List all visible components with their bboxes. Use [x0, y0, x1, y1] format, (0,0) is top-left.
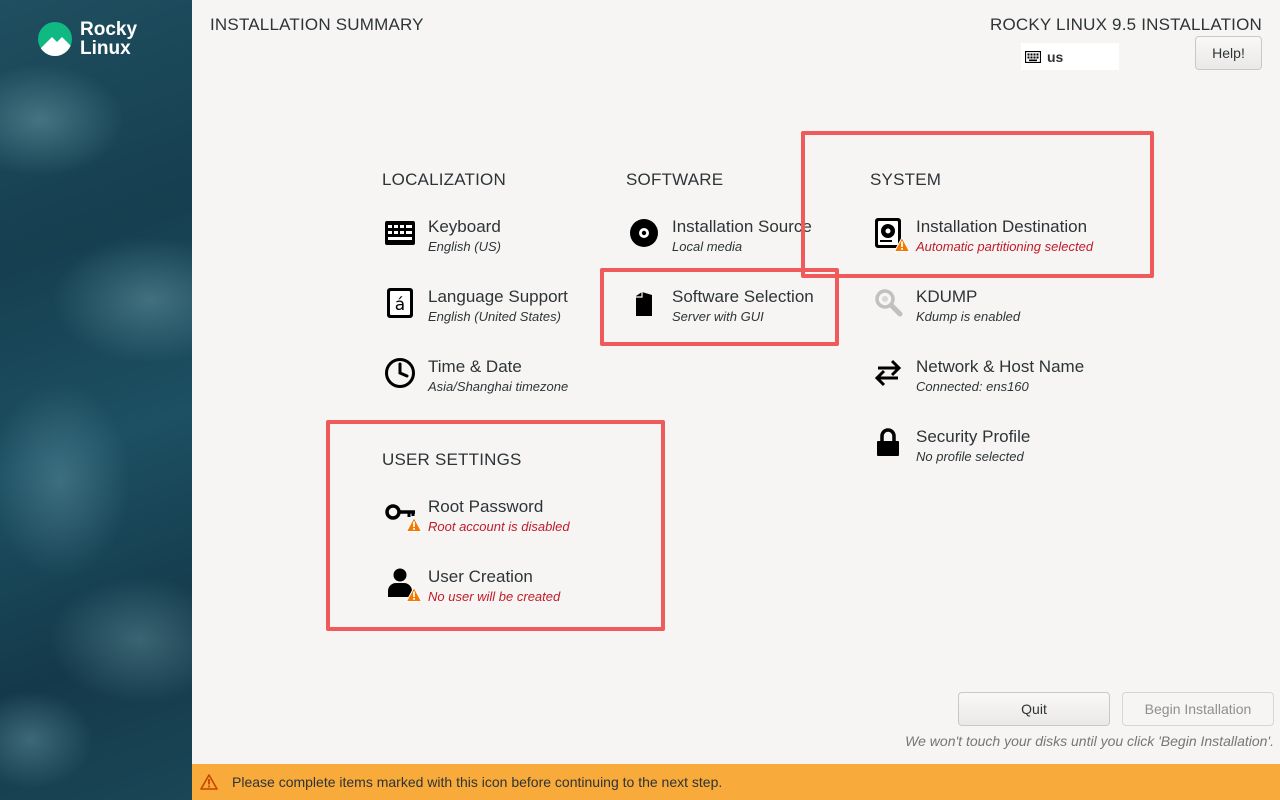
page-title: INSTALLATION SUMMARY — [210, 15, 424, 34]
lock-icon — [872, 427, 906, 461]
disk-notice: We won't touch your disks until you click 'Begin Installation'. — [905, 733, 1274, 749]
magnifier-icon — [872, 287, 906, 321]
disc-icon — [628, 217, 662, 251]
security-profile-spoke[interactable] — [872, 426, 1030, 466]
language-support-title: Language Support — [428, 287, 568, 306]
installation-source-status: Local media — [672, 239, 743, 254]
rocky-linux-logo — [38, 20, 137, 58]
warning-icon — [406, 517, 422, 532]
software-selection-spoke[interactable] — [628, 286, 814, 326]
keyboard-spoke[interactable] — [384, 216, 501, 256]
keyboard-title: Keyboard — [428, 217, 501, 236]
kdump-spoke[interactable] — [872, 286, 1020, 326]
security-profile-status: No profile selected — [916, 449, 1024, 464]
installation-destination-status: Automatic partitioning selected — [916, 239, 1094, 254]
installation-source-spoke[interactable] — [628, 216, 812, 256]
installation-destination-title: Installation Destination — [916, 217, 1088, 236]
localization-heading: LOCALIZATION — [382, 170, 506, 189]
time-date-spoke[interactable] — [384, 356, 568, 396]
security-profile-title: Security Profile — [916, 427, 1031, 446]
product-title: ROCKY LINUX 9.5 INSTALLATION — [989, 15, 1262, 34]
keyboard-status: English (US) — [428, 239, 501, 254]
begin-installation-button[interactable]: Begin Installation — [1122, 692, 1274, 726]
keyboard-icon — [384, 217, 418, 251]
clock-icon — [384, 357, 418, 391]
installation-destination-spoke[interactable] — [872, 216, 1093, 256]
quit-button[interactable]: Quit — [958, 692, 1110, 726]
keyboard-layout-indicator[interactable] — [1021, 43, 1119, 70]
network-host-title: Network & Host Name — [916, 357, 1085, 376]
user-creation-spoke[interactable] — [384, 566, 560, 606]
logo-line2: Linux — [80, 38, 131, 59]
user-icon — [384, 567, 418, 601]
package-icon — [628, 287, 662, 321]
software-selection-status: Server with GUI — [672, 309, 764, 324]
hard-disk-icon — [872, 217, 906, 251]
language-icon — [384, 287, 418, 321]
rocky-logo-icon — [38, 22, 72, 56]
sidebar — [0, 0, 192, 800]
root-password-title: Root Password — [428, 497, 544, 516]
kdump-status: Kdump is enabled — [916, 309, 1021, 324]
warning-message: Please complete items marked with this icon before continuing to the next step. — [232, 774, 723, 790]
time-date-status: Asia/Shanghai timezone — [428, 379, 569, 394]
root-password-spoke[interactable] — [384, 496, 570, 536]
user-creation-title: User Creation — [428, 567, 533, 586]
help-button[interactable]: Help! — [1195, 36, 1262, 70]
warning-icon — [894, 237, 910, 252]
warning-icon — [200, 774, 218, 790]
network-host-spoke[interactable] — [872, 356, 1084, 396]
network-host-status: Connected: ens160 — [916, 379, 1029, 394]
software-heading: SOFTWARE — [626, 170, 724, 189]
software-selection-title: Software Selection — [672, 287, 814, 306]
root-password-status: Root account is disabled — [428, 519, 570, 534]
time-date-title: Time & Date — [428, 357, 522, 376]
svg-text:á: á — [394, 295, 406, 315]
installation-source-title: Installation Source — [672, 217, 812, 236]
key-icon — [384, 497, 418, 531]
network-arrows-icon — [872, 357, 906, 391]
keyboard-icon — [1025, 51, 1041, 63]
warning-bar — [192, 764, 1280, 800]
system-heading: SYSTEM — [870, 170, 942, 189]
logo-line1: Rocky — [80, 19, 138, 40]
user-settings-heading: USER SETTINGS — [382, 450, 522, 469]
keyboard-layout-label: us — [1047, 48, 1064, 65]
warning-icon — [406, 587, 422, 602]
language-support-spoke[interactable] — [384, 286, 568, 326]
user-creation-status: No user will be created — [428, 589, 561, 604]
kdump-title: KDUMP — [916, 287, 978, 306]
language-support-status: English (United States) — [428, 309, 561, 324]
